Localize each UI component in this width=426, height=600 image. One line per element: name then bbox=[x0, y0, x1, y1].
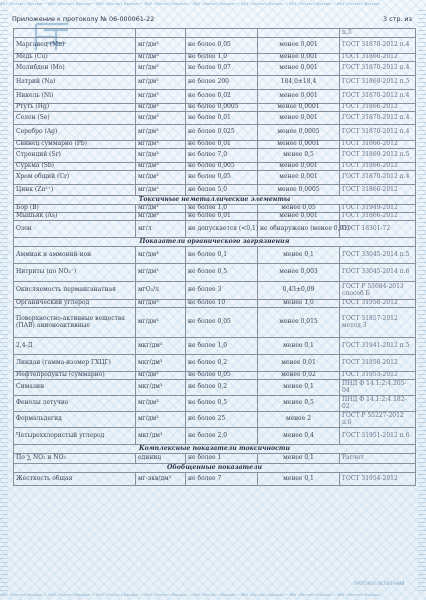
result-value: менее 2 bbox=[258, 412, 340, 428]
table-row bbox=[14, 141, 416, 149]
result-value: менее 0,0001 bbox=[258, 104, 340, 112]
table-row bbox=[14, 76, 416, 90]
table-row bbox=[14, 112, 416, 125]
norm-value: не более 5,0 bbox=[186, 185, 258, 196]
test-method: ГОСТ 33045-2014 п.6 bbox=[340, 264, 416, 282]
indicator-name: Стронций (Sr) bbox=[14, 149, 136, 163]
test-method: ГОСТ 31870-2012 п.4 bbox=[340, 171, 416, 185]
section-heading: Токсичные неметаллические элементы bbox=[14, 196, 416, 205]
norm-value: не более 1,0 bbox=[186, 54, 258, 62]
test-method: ГОСТ 31866-2012 bbox=[340, 104, 416, 112]
table-row bbox=[14, 125, 416, 141]
section-heading: Обобщенные показатели bbox=[14, 464, 416, 473]
norm-value: не более 0,07 bbox=[186, 62, 258, 76]
norm-value: не более 0,5 bbox=[186, 396, 258, 412]
security-border-right bbox=[418, 9, 426, 591]
unit: мг/дм³ bbox=[136, 90, 186, 104]
unit bbox=[136, 29, 186, 38]
indicator-name: По ∑ NO₂ и NO₃ bbox=[14, 454, 136, 464]
unit: мг/дм³ bbox=[136, 149, 186, 163]
table-row bbox=[14, 355, 416, 372]
norm-value: не более 2,0 bbox=[186, 428, 258, 445]
table-row bbox=[14, 428, 416, 445]
table-row bbox=[14, 163, 416, 171]
result-value: 0,43±0,09 bbox=[258, 282, 340, 300]
test-method: ГОСТ 31866-2012 bbox=[340, 141, 416, 149]
indicator-name: Свинец суммарно (Pb) bbox=[14, 141, 136, 149]
unit: мгO₂/л bbox=[136, 282, 186, 300]
norm-value: не более 25 bbox=[186, 412, 258, 428]
indicator-name: Сурьма (Sb) bbox=[14, 163, 136, 171]
norm-value bbox=[186, 29, 258, 38]
test-method: ГОСТ 31951-2012 п.6 bbox=[340, 428, 416, 445]
norm-value: не более 7,0 bbox=[186, 149, 258, 163]
result-value: менее 0,1 bbox=[258, 380, 340, 396]
indicator-name: Озон bbox=[14, 221, 136, 238]
indicator-name: Молибден (Mo) bbox=[14, 62, 136, 76]
indicator-name: Четыреххлористый углерод bbox=[14, 428, 136, 445]
unit: мг/дм³ bbox=[136, 300, 186, 308]
table-row bbox=[14, 282, 416, 300]
indicator-name: Бор (B) bbox=[14, 205, 136, 213]
table-row bbox=[14, 104, 416, 112]
unit: мг/дм³ bbox=[136, 185, 186, 196]
test-method: ГОСТ Р 55684-2013 способ Б bbox=[340, 282, 416, 300]
indicator-name: Окисляемость перманганатная bbox=[14, 282, 136, 300]
unit: мкг/дм³ bbox=[136, 355, 186, 372]
unit: мг/дм³ bbox=[136, 372, 186, 380]
section-row bbox=[14, 445, 416, 454]
indicator-name: Цинк (Zn²⁺) bbox=[14, 185, 136, 196]
unit: мг/дм³ bbox=[136, 412, 186, 428]
result-value: менее 0,0005 bbox=[258, 125, 340, 141]
result-value: менее 0,001 bbox=[258, 54, 340, 62]
unit: мг-экв/дм³ bbox=[136, 473, 186, 486]
result-value: менее 0,5 bbox=[258, 149, 340, 163]
norm-value: не допускается (<0,1) bbox=[186, 221, 258, 238]
test-method: ГОСТ 31870-2012 п.4 bbox=[340, 90, 416, 104]
result-value: менее 0,003 bbox=[258, 264, 340, 282]
result-value: менее 0,001 bbox=[258, 171, 340, 185]
result-value: менее 0,015 bbox=[258, 308, 340, 338]
indicator-name: Никель (Ni) bbox=[14, 90, 136, 104]
page-number: 3 стр. из bbox=[382, 15, 412, 23]
test-method: ГОСТ 31869-2012 п.5 bbox=[340, 149, 416, 163]
norm-value: не более 1,0 bbox=[186, 205, 258, 213]
norm-value: не более 3 bbox=[186, 282, 258, 300]
table-row bbox=[14, 171, 416, 185]
indicator-name: Линдан (гамма-изомер ГХЦГ) bbox=[14, 355, 136, 372]
test-method: п.5 bbox=[340, 29, 416, 38]
indicator-name: 2,4-Д bbox=[14, 338, 136, 355]
test-method: ГОСТ 31866-2012 bbox=[340, 163, 416, 171]
unit: мг/л bbox=[136, 221, 186, 238]
result-value: менее 0,02 bbox=[258, 372, 340, 380]
indicator-name: Марганец (Mn) bbox=[14, 38, 136, 54]
unit: мг/дм³ bbox=[136, 247, 186, 264]
test-method: ГОСТ 31866-2012 bbox=[340, 213, 416, 221]
protocol-emblem: ПРОТОКОЛ ИСПЫТАНИЙ bbox=[353, 581, 405, 586]
table-row bbox=[14, 396, 416, 412]
indicator-name: Серебро (Ag) bbox=[14, 125, 136, 141]
security-border-top: ФБУ «Ростест-Москва» • ФБУ «Ростест-Москва» • ФБУ «Ростест-Москва» • ФБУ «Ростест-Москва» • ФБУ «Ростест-Москва» • ФБУ «Ростест-Москва» • ФБУ «Ростест-Москва» • ФБУ «Ростест-Москва» bbox=[0, 2, 381, 6]
indicator-name: Натрий (Na) bbox=[14, 76, 136, 90]
table-row bbox=[14, 338, 416, 355]
test-method: ГОСТ 31949-2012 bbox=[340, 205, 416, 213]
table-row bbox=[14, 264, 416, 282]
result-value: менее 0,4 bbox=[258, 428, 340, 445]
unit: мг/дм³ bbox=[136, 38, 186, 54]
table-row bbox=[14, 90, 416, 104]
unit: мг/дм³ bbox=[136, 76, 186, 90]
test-method: ГОСТ 31870-2012 п.4 bbox=[340, 125, 416, 141]
protocol-appendix-title: Приложение к протоколу № 06-000061-22 bbox=[12, 15, 155, 23]
unit: мг/дм³ bbox=[136, 112, 186, 125]
unit: мг/дм³ bbox=[136, 54, 186, 62]
indicator-name: Формальдегид bbox=[14, 412, 136, 428]
test-method: ГОСТ 31941-2012 п.5 bbox=[340, 338, 416, 355]
unit: мг/дм³ bbox=[136, 171, 186, 185]
security-border-bottom: ФБУ «Ростест-Москва» • ФБУ «Ростест-Москва» • ФБУ «Ростест-Москва» • ФБУ «Ростест-Москва» • ФБУ «Ростест-Москва» • ФБУ «Ростест-Москва» • ФБУ «Ростест-Москва» • ФБУ «Ростест-Москва» bbox=[0, 593, 381, 597]
table-row bbox=[14, 247, 416, 264]
table-row bbox=[14, 54, 416, 62]
test-method: ГОСТ 31958-2012 bbox=[340, 300, 416, 308]
table-row bbox=[14, 29, 416, 38]
test-method: ГОСТ 31953-2012 bbox=[340, 372, 416, 380]
result-value bbox=[258, 29, 340, 38]
unit: мг/дм³ bbox=[136, 62, 186, 76]
norm-value: не более 0,05 bbox=[186, 171, 258, 185]
test-method: ГОСТ 31870-2012 п.4 bbox=[340, 38, 416, 54]
results-table bbox=[13, 28, 416, 486]
indicator-name: Ртуть (Hg) bbox=[14, 104, 136, 112]
table-row bbox=[14, 412, 416, 428]
indicator-name: Жесткость общая bbox=[14, 473, 136, 486]
table-row bbox=[14, 221, 416, 238]
table-row bbox=[14, 380, 416, 396]
norm-value: не более 0,0005 bbox=[186, 104, 258, 112]
indicator-name: Аммиак и аммоний-ион bbox=[14, 247, 136, 264]
indicator-name: Нефтепродукты (суммарно) bbox=[14, 372, 136, 380]
test-method: ГОСТ 31869-2012 п.5 bbox=[340, 76, 416, 90]
test-method: ГОСТ 18301-72 bbox=[340, 221, 416, 238]
norm-value: не более 200 bbox=[186, 76, 258, 90]
unit: мг/дм³ bbox=[136, 141, 186, 149]
unit: мг/дм³ bbox=[136, 205, 186, 213]
norm-value: не более 0,05 bbox=[186, 38, 258, 54]
table-row bbox=[14, 372, 416, 380]
result-value: менее 0,01 bbox=[258, 355, 340, 372]
section-heading: Показатели органического загрязнения bbox=[14, 238, 416, 247]
unit: мкг/дм³ bbox=[136, 380, 186, 396]
indicator-name: Селен (Se) bbox=[14, 112, 136, 125]
unit: мг/дм³ bbox=[136, 125, 186, 141]
table-row bbox=[14, 300, 416, 308]
norm-value: не более 0,1 bbox=[186, 247, 258, 264]
table-row bbox=[14, 213, 416, 221]
table-row bbox=[14, 62, 416, 76]
unit: единиц bbox=[136, 454, 186, 464]
indicator-name: Поверхностно-активные вещества (ПАВ) анионоактивные bbox=[14, 308, 136, 338]
result-value: менее 1,0 bbox=[258, 300, 340, 308]
result-value: менее 0,0005 bbox=[258, 185, 340, 196]
table-row bbox=[14, 185, 416, 196]
test-method: ГОСТ 33045-2014 п.5 bbox=[340, 247, 416, 264]
result-value: менее 0,001 bbox=[258, 90, 340, 104]
norm-value: не более 0,05 bbox=[186, 308, 258, 338]
norm-value: не более 7 bbox=[186, 473, 258, 486]
indicator-name: Мышьяк (As) bbox=[14, 213, 136, 221]
unit: мг/дм³ bbox=[136, 163, 186, 171]
test-method: ГОСТ 31858-2012 bbox=[340, 355, 416, 372]
result-value: менее 0,05 bbox=[258, 205, 340, 213]
norm-value: не более 0,01 bbox=[186, 213, 258, 221]
norm-value: не более 0,01 bbox=[186, 141, 258, 149]
test-method: ПНД Ф 14.1:2:4.182-02 bbox=[340, 396, 416, 412]
table-row bbox=[14, 38, 416, 54]
section-row bbox=[14, 196, 416, 205]
result-value: менее 0,001 bbox=[258, 38, 340, 54]
unit: мкг/дм³ bbox=[136, 428, 186, 445]
result-value: менее 0,001 bbox=[258, 163, 340, 171]
test-method: ПНД Ф 14.1:2:4.205-04 bbox=[340, 380, 416, 396]
result-value: менее 0,001 bbox=[258, 213, 340, 221]
indicator-name: Органический углерод bbox=[14, 300, 136, 308]
unit: мг/дм³ bbox=[136, 308, 186, 338]
table-row bbox=[14, 473, 416, 486]
security-border-left bbox=[0, 9, 8, 591]
norm-value: не более 0,005 bbox=[186, 163, 258, 171]
indicator-name: Фенолы летучие bbox=[14, 396, 136, 412]
test-method: ГОСТ 31954-2012 bbox=[340, 473, 416, 486]
unit: мг/дм³ bbox=[136, 213, 186, 221]
indicator-name: Симазин bbox=[14, 380, 136, 396]
result-value: не обнаружено (менее 0,01) bbox=[258, 221, 340, 238]
result-value: менее 0,1 bbox=[258, 454, 340, 464]
indicator-name: Хром общий (Cr) bbox=[14, 171, 136, 185]
result-value: менее 0,1 bbox=[258, 247, 340, 264]
test-method: ГОСТ Р 55227-2012 п.6 bbox=[340, 412, 416, 428]
unit: мг/дм³ bbox=[136, 396, 186, 412]
norm-value: не более 0,5 bbox=[186, 264, 258, 282]
result-value: менее 0,1 bbox=[258, 473, 340, 486]
unit: мкг/дм³ bbox=[136, 338, 186, 355]
norm-value: не более 0,02 bbox=[186, 90, 258, 104]
result-value: менее 0,0001 bbox=[258, 141, 340, 149]
result-value: менее 0,5 bbox=[258, 396, 340, 412]
result-value: менее 0,1 bbox=[258, 338, 340, 355]
norm-value: не более 0,025 bbox=[186, 125, 258, 141]
norm-value: не более 0,2 bbox=[186, 355, 258, 372]
norm-value: не более 0,05 bbox=[186, 372, 258, 380]
test-method: ГОСТ 31866-2012 bbox=[340, 185, 416, 196]
table-row bbox=[14, 149, 416, 163]
norm-value: не более 10 bbox=[186, 300, 258, 308]
norm-value: не более 0,2 bbox=[186, 380, 258, 396]
section-row bbox=[14, 464, 416, 473]
test-method: ГОСТ 31870-2012 п.4 bbox=[340, 62, 416, 76]
test-method: ГОСТ 31870-2012 п.4 bbox=[340, 112, 416, 125]
section-heading: Комплексные показатели токсичности bbox=[14, 445, 416, 454]
result-value: 184,0±18,4 bbox=[258, 76, 340, 90]
section-row bbox=[14, 238, 416, 247]
norm-value: не более 0,01 bbox=[186, 112, 258, 125]
unit: мг/дм³ bbox=[136, 104, 186, 112]
indicator-name: Медь (Cu) bbox=[14, 54, 136, 62]
test-method: ГОСТ 31857-2012 метод 3 bbox=[340, 308, 416, 338]
unit: мг/дм³ bbox=[136, 264, 186, 282]
table-row bbox=[14, 308, 416, 338]
norm-value: не более 1,0 bbox=[186, 338, 258, 355]
norm-value: не более 1 bbox=[186, 454, 258, 464]
table-row bbox=[14, 454, 416, 464]
result-value: менее 0,001 bbox=[258, 112, 340, 125]
result-value: менее 0,001 bbox=[258, 62, 340, 76]
indicator-name: Нитриты (по NO₂⁻) bbox=[14, 264, 136, 282]
test-method: ГОСТ 31866-2012 bbox=[340, 54, 416, 62]
test-method: Расчет bbox=[340, 454, 416, 464]
indicator-name bbox=[14, 29, 136, 38]
